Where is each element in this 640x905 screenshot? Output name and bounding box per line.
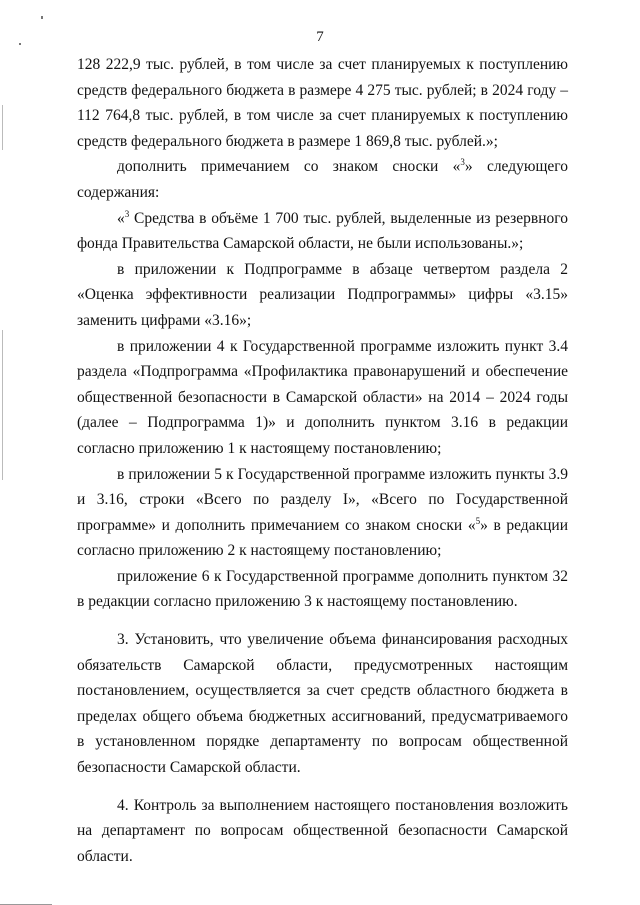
paragraph: в приложении 4 к Государственной программе изложить пункт 3.4 раздела «Подпрограмма «Профилактика правонарушений и обеспечение общественной безопасности в Самарской области» на 2014 – 2024 годы (далее – Подпрограмма 1)» и дополнить пунктом 3.16 в редакции согласно приложению 1 к настоящему постановлению; bbox=[77, 337, 568, 457]
page-number: 7 bbox=[316, 29, 324, 45]
paragraph: 128 222,9 тыс. рублей, в том числе за счет планируемых к поступлению средств федерального бюджета в размере 4 275 тыс. рублей; в 2024 году – 112 764,8 тыс. рублей, в том числе за счет планируемых к поступлению средств федерального бюджета в размере 1 869,8 тыс. рублей.»; bbox=[77, 56, 568, 150]
paragraph: в приложении 5 к Государственной программе изложить пункты 3.9 и 3.16, строки «Всего по разделу I», «Всего по Государственной программе» и дополнить примечанием со знаком сноски «$^5$» в редакции согласно приложению 2 к настоящему постановлению; bbox=[77, 465, 568, 560]
paragraph: приложение 6 к Государственной программе дополнить пунктом 32 в редакции согласно приложению 3 к настоящему постановлению. bbox=[77, 567, 568, 611]
footnote-marker: 3 bbox=[124, 208, 130, 219]
document-body bbox=[77, 52, 568, 869]
footnote-marker: 3 bbox=[460, 157, 465, 168]
paragraph-gap bbox=[77, 615, 568, 627]
scan-margin-line bbox=[2, 105, 3, 150]
paragraph: 4. Контроль за выполнением настоящего постановления возложить на департамент по вопросам общественной безопасности Самарской области. bbox=[77, 796, 568, 865]
footnote-marker: 5 bbox=[475, 515, 481, 526]
paragraph-gap bbox=[77, 781, 568, 793]
paragraph: в приложении к Подпрограмме в абзаце четвертом раздела 2 «Оценка эффективности реализации Подпрограммы» цифры «3.15» заменить цифрами «3.16»; bbox=[77, 260, 568, 329]
scan-speck-top bbox=[41, 16, 43, 19]
paragraph: дополнить примечанием со знаком сноски «$^3$» следующего содержания: bbox=[77, 157, 568, 201]
scan-margin-line bbox=[2, 330, 3, 480]
paragraph: 3. Установить, что увеличение объема финансирования расходных обязательств Самарской области, предусмотренных настоящим постановлением, осуществляется за счет средств областного бюджета в пределах общего объема бюджетных ассигнований, предусматриваемого в установленном порядке департаменту по вопросам общественной безопасности Самарской области. bbox=[77, 631, 568, 777]
paragraph: «$^3$ Средства в объёме 1 700 тыс. рублей, выделенные из резервного фонда Правительства Самарской области, не были использованы.»; bbox=[77, 208, 568, 253]
